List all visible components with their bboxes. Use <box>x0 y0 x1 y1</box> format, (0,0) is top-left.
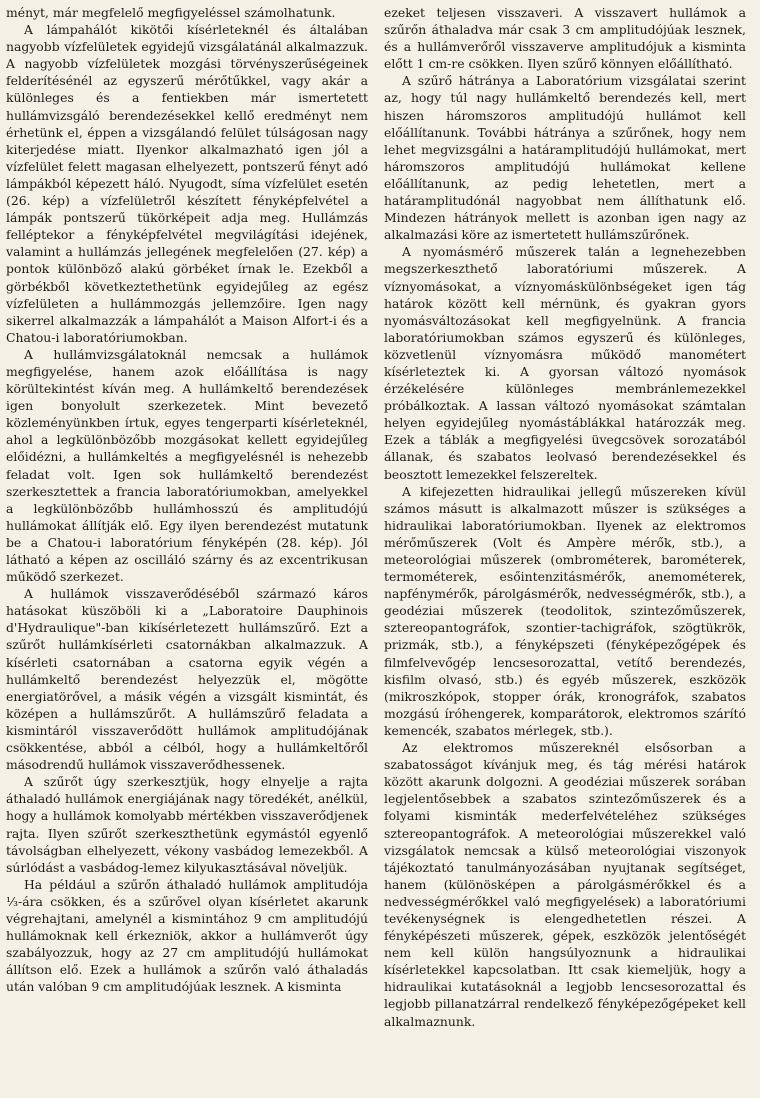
paragraph: A kifejezetten hidraulikai jellegű műszereken kívül számos másutt is alkalmazott műszer is szükséges a hidraulikai laboratóriumokban. Ilyenek az elektromos mérőműszerek (Volt és Ampère mérők, stb.), a meteorológiai műszerek (ombrométerek, barométerek, termométerek, esőintenzitásmérők, anemométerek, napfénymérők, párolgásmérők, nedvességmérők, stb.), a geodéziai műszerek (teodolitok, szintezőműszerek, sztereopantográfok, szontier-tachigráfok, szögtükrök, prizmák, stb.), a fényképszeti (fényképezőgépek és filmfelvevőgép lencsesorozattal, vetítő berendezés, kisfilm olvasó, stb.) és egyéb műszerek, eszközök (mikroszkópok, stopper órák, kronográfok, szabatos mozgású íróhengerek, komparátorok, elektromos szárító kemencék, szabatos mérlegek, stb.). <box>384 483 746 738</box>
paragraph: A lámpahálót kikötői kísérleteknél és általában nagyobb vízfelületek egyidejű vizsgálatánál alkalmazzuk. A nagyobb vízfelületek mozgási törvényszerűségeinek felderítésénél az egyszerű mérőtűkkel, vagy akár a különleges és a fentiekben már ismertetett hullámvizsgáló berendezésekkel kellő eredményt nem érhetünk el, éppen a vizsgálandó felület túlságosan nagy kiterjedése miatt. Ilyenkor alkalmazható igen jól a vízfelület felett magasan elhelyezett, pontszerű fényt adó lámpákból képezett háló. Nyugodt, síma vízfelület esetén (26. kép) a vízfelületről készített fényképfelvétel a lámpák pontszerű tükörképeit adja meg. Hullámzás felléptekor a fényképfelvétel megvilágítási idejének, valamint a hullámzás jellegének megfelelően (27. kép) a pontok különböző alakú görbéket írnak le. Ezekből a görbékből következtethetünk egyidejűleg az egész vízfelületen a hullámmozgás jellemzőire. Igen nagy sikerrel alkalmazzák a lámpahálót a Maison Alfort-i és a Chatou-i laboratóriumokban. <box>6 22 368 345</box>
paragraph: A nyomásmérő műszerek talán a legnehezebben megszerkeszthető laboratóriumi műszerek. A víznyomásokat, a víznyomáskülönbségeket igen tág határok között kell mérnünk, és gyakran gyors nyomásváltozásokat kell megfigyelnünk. A francia laboratóriumokban számos egyszerű és különleges, közvetlenül víznyomásra működő manométert kísérleteztek ki. A gyorsan változó nyomások érzékelésére különleges membránlemezekkel próbálkoztak. A lassan változó nyomásokat számtalan helyen egyidejűleg nyomástáblákkal határozzák meg. Ezek a táblák a megfigyelési üvegcsövek sorozatából állanak, és szabatos leolvasó berendezésekkel és beosztott lemezekkel felszereltek. <box>384 244 746 482</box>
paragraph: Ha például a szűrőn áthaladó hullámok amplitudója ⅓-ára csökken, és a szűrővel olyan kísérletet akarunk végrehajtani, amelynél a kismintához 9 cm amplitudójú hullámoknak kell érkezniök, akkor a hullámverőt úgy szabályozzuk, hogy az 27 cm amplitudójú hullámokat állítson elő. Ezek a hullámok a szűrőn való áthaladás után valóban 9 cm amplitudójúak lesznek. A kisminta <box>6 876 368 995</box>
paragraph: Az elektromos műszereknél elsősorban a szabatosságot kívánjuk meg, és tág mérési határok között akarunk dolgozni. A geodéziai műszerek sorában legjelentősebbek a szabatos szintezőműszerek és a folyami kisminták mederfelvételéhez szükséges sztereopantográfok. A meteorológiai műszerekkel való vizsgálatok nemcsak a külső meteorológiai viszonyok tájékoztató tanulmányozásában nyujtanak segítséget, hanem (különösképen a párolgásmérőkkel és a nedvességmérőkkel való megfigyelések) a laboratóriumi tevékenységnek is elengedhetetlen részei. A fényképészeti műszerek, gépek, eszközök jelentőségét nem kell külön hangsúlyoznunk a hidraulikai kísérletekkel kapcsolatban. Itt csak kiemeljük, hogy a hidraulikai kutatásoknál a legjobb lencsesorozattal és legjobb pillanatzárral rendelkező fényképezőgépeket kell alkalmaznunk. <box>384 740 746 1029</box>
paragraph: ményt, már megfelelő megfigyeléssel számolhatunk. <box>6 5 336 20</box>
right-column <box>384 4 746 1094</box>
paragraph: A szűrő hátránya a Laboratórium vizsgálatai szerint az, hogy túl nagy hullámkeltő berendezés kell, mert hiszen háromszoros amplitudójú hullámot kell előállítanunk. További hátránya a szűrőnek, hogy nem lehet megvizsgálni a határamplitudójú hullámokat, mert háromszoros amplitudójú hullámokat kellene előállítanunk, az pedig lehetetlen, mert a határamplitudónál nagyobbat nem állíthatunk elő. Mindezen hátrányok mellett is azonban igen nagy az alkalmazási köre az ismertetett hullámszűrőnek. <box>384 73 746 243</box>
paragraph: A hullámok visszaverődéséből származó káros hatásokat küszöböli ki a „Laboratoire Dauphinois d'Hydraulique"-ban kikísérletezett hullámszűrő. Ezt a szűrőt hullámkísérleti csatornákban alkalmazzuk. A kísérleti csatornában a csatorna egyik végén a hullámkeltő berendezést helyezzük el, mögötte energiatörővel, a másik végén a vizsgált kismintát, és középen a hullámszűrőt. A hullámszűrő feladata a kismintáról visszaverődött hullámok amplitudójának csökkentése, abból a célból, hogy a hullámkeltőről másodrendű hullámok visszaverődhessenek. <box>6 586 368 773</box>
left-column <box>6 4 368 1094</box>
paragraph: ezeket teljesen visszaveri. A visszavert hullámok a szűrőn áthaladva már csak 3 cm amplitudójúak lesznek, és a hullámverőről visszaverve amplitudójuk a kisminta előtt 1 cm-re csökken. Ilyen szűrő könnyen előállítható. <box>384 5 746 72</box>
paragraph: A hullámvizsgálatoknál nemcsak a hullámok megfigyelése, hanem azok előállítása is nagy körültekintést kíván meg. A hullámkeltő berendezések igen bonyolult szerkezetek. Mint bevezető közleményünkben írtuk, egyes tengerparti kísérleteknél, ahol a legkülönbözőbb mozgásokat kellett egyidejűleg előidézni, a hullámkeltés a megfigyelésnél is nehezebb feladat volt. Igen sok hullámkeltő berendezést szerkesztettek a francia laboratóriumokban, amelyekkel a legkülönbözőbb hullámhosszú és amplitudójú hullámokat állítják elő. Egy ilyen berendezést mutatunk be a Chatou-i laboratórium fényképén (28. kép). Jól látható a képen az oscilláló szárny és az excentrikusan működő szerkezet. <box>6 346 368 585</box>
paragraph: A szűrőt úgy szerkesztjük, hogy elnyelje a rajta áthaladó hullámok energiájának nagy töredékét, anélkül, hogy a hullámok komolyabb mértékben visszaverődjenek rajta. Ilyen szűrőt szerkeszthetünk egymástól egyenlő távolságban elhelyezett, vékony vasbádog lemezekből. A súrlódást a vasbádog-lemez kilyukasztásával növeljük. <box>6 774 368 875</box>
